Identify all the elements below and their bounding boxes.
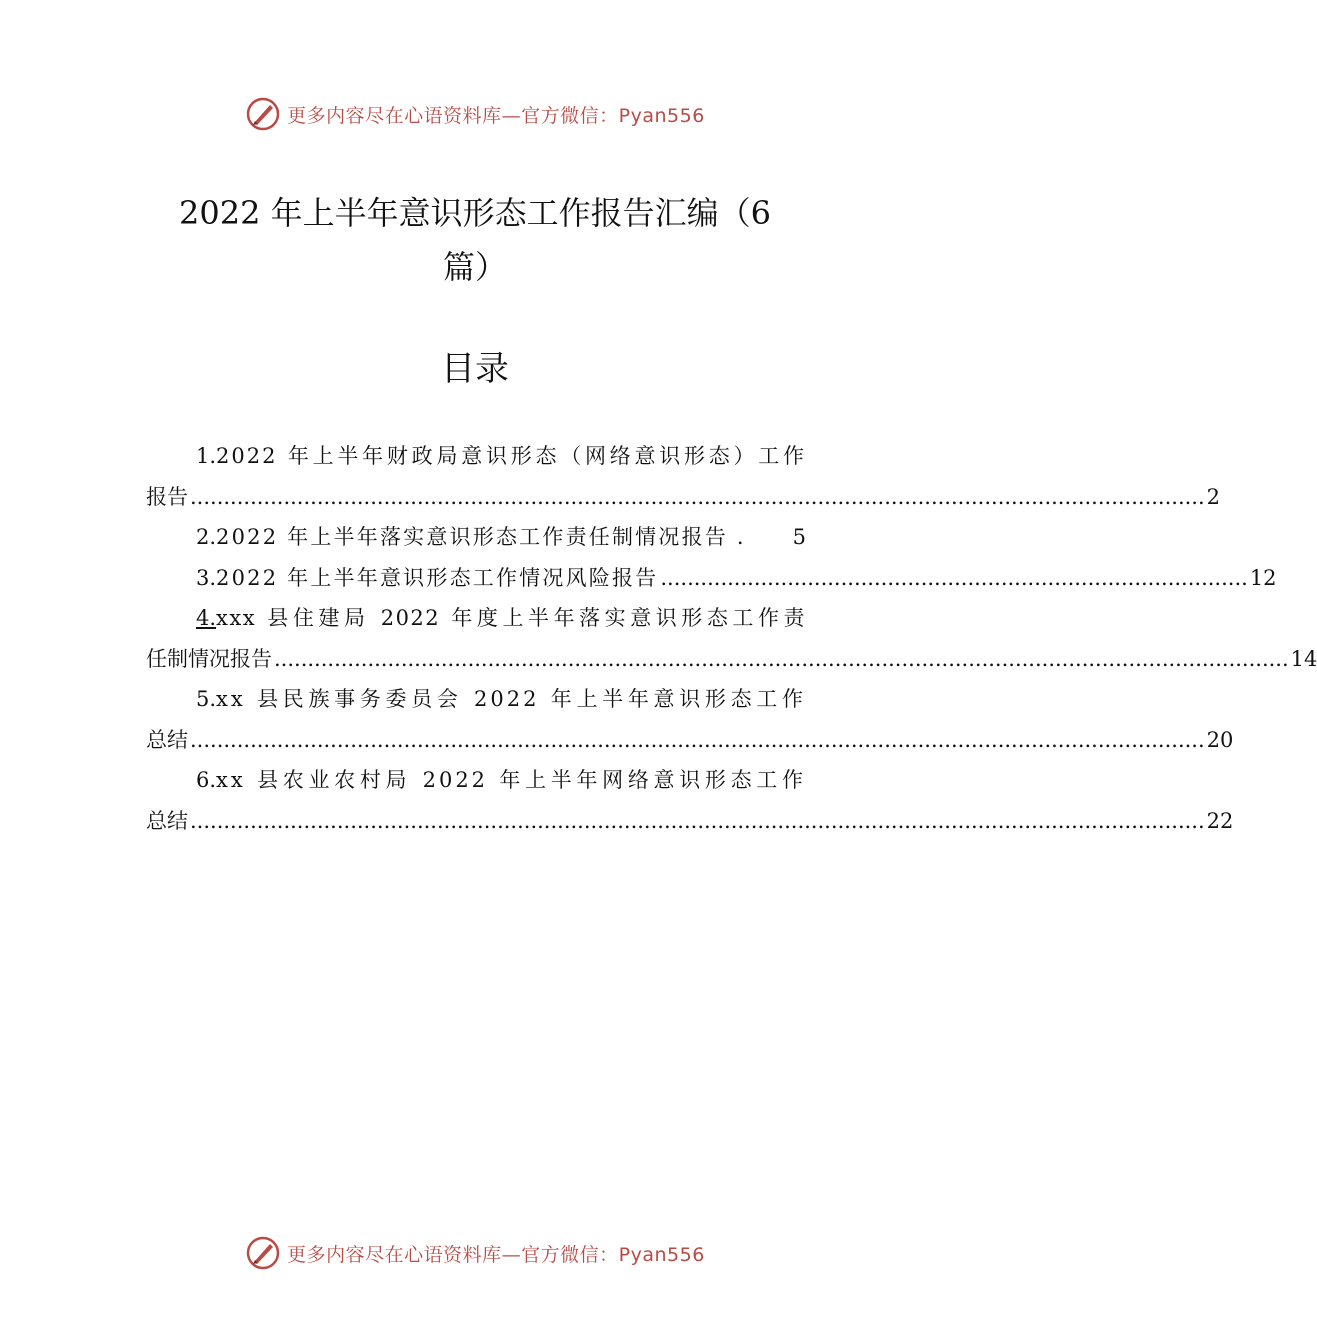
toc-entry-number: 6. bbox=[196, 768, 217, 792]
toc-entry-title: xxx 县住建局 2022 年度上半年落实意识形态工作责 bbox=[216, 606, 806, 630]
toc-entry-page: 22 bbox=[1206, 808, 1234, 833]
table-of-contents bbox=[146, 436, 1317, 841]
watermark-text: 更多内容尽在心语资料库—官方微信：Pyan556 bbox=[287, 1243, 705, 1266]
toc-entry-title: xx 县民族事务委员会 2022 年上半年意识形态工作 bbox=[216, 687, 806, 711]
toc-entry-title: 2022 年上半年意识形态工作情况风险报告 bbox=[216, 565, 659, 590]
toc-entry-5-continuation[interactable] bbox=[146, 720, 1234, 761]
toc-entry-title-cont: 总结 bbox=[146, 808, 188, 833]
toc-entry-5[interactable] bbox=[146, 679, 806, 720]
toc-entry-page: 12 bbox=[1249, 565, 1277, 590]
document-title-line-2: 篇） bbox=[442, 248, 507, 286]
toc-heading: 目录 bbox=[441, 349, 509, 389]
toc-entry-1[interactable] bbox=[146, 436, 806, 477]
toc-entry-title: 2022 年上半年财政局意识形态（网络意识形态）工作 bbox=[216, 444, 806, 468]
toc-entry-4-continuation[interactable] bbox=[146, 639, 1317, 680]
toc-entry-1-continuation[interactable] bbox=[146, 477, 1221, 518]
toc-entry-title-cont: 总结 bbox=[146, 727, 188, 752]
toc-entry-page: 5 bbox=[792, 525, 806, 549]
document-title-line-1: 2022 年上半年意识形态工作报告汇编（6 bbox=[179, 194, 771, 232]
toc-entry-3[interactable] bbox=[146, 558, 1277, 599]
toc-entry-number: 5. bbox=[196, 687, 217, 711]
quill-logo-icon bbox=[245, 1235, 281, 1271]
toc-entry-number: 3. bbox=[196, 565, 217, 590]
watermark-footer bbox=[0, 1233, 950, 1273]
toc-entry-title: 2022 年上半年落实意识形态工作责任制情况报告 . bbox=[216, 525, 746, 549]
document-title bbox=[150, 186, 800, 294]
quill-logo-icon bbox=[245, 96, 281, 132]
toc-entry-number: 4. bbox=[196, 606, 217, 630]
toc-entry-title: xx 县农业农村局 2022 年上半年网络意识形态工作 bbox=[216, 768, 806, 792]
toc-entry-page: 20 bbox=[1206, 727, 1234, 752]
toc-leader-dots: ........................................................................................................................................................ bbox=[190, 808, 1205, 833]
watermark-text: 更多内容尽在心语资料库—官方微信：Pyan556 bbox=[287, 104, 705, 127]
toc-entry-2[interactable] bbox=[146, 517, 806, 558]
toc-entry-title-cont: 报告 bbox=[146, 484, 188, 509]
toc-entry-6-continuation[interactable] bbox=[146, 801, 1234, 842]
toc-leader-dots: ........................................................................................ bbox=[660, 565, 1248, 590]
toc-entry-page: 2 bbox=[1206, 484, 1221, 509]
watermark-header bbox=[0, 94, 950, 134]
toc-leader-dots: ........................................................................................................................................................ bbox=[190, 727, 1205, 752]
toc-entry-page: 14 bbox=[1290, 646, 1317, 671]
toc-entry-number: 2. bbox=[196, 525, 217, 549]
toc-leader-dots: ........................................................................................................................................................ bbox=[190, 484, 1205, 509]
toc-entry-number: 1. bbox=[196, 444, 217, 468]
toc-leader-dots: ........................................................................................................................................................ bbox=[274, 646, 1289, 671]
toc-entry-4[interactable] bbox=[146, 598, 806, 639]
toc-entry-6[interactable] bbox=[146, 760, 806, 801]
toc-entry-title-cont: 任制情况报告 bbox=[146, 646, 272, 671]
